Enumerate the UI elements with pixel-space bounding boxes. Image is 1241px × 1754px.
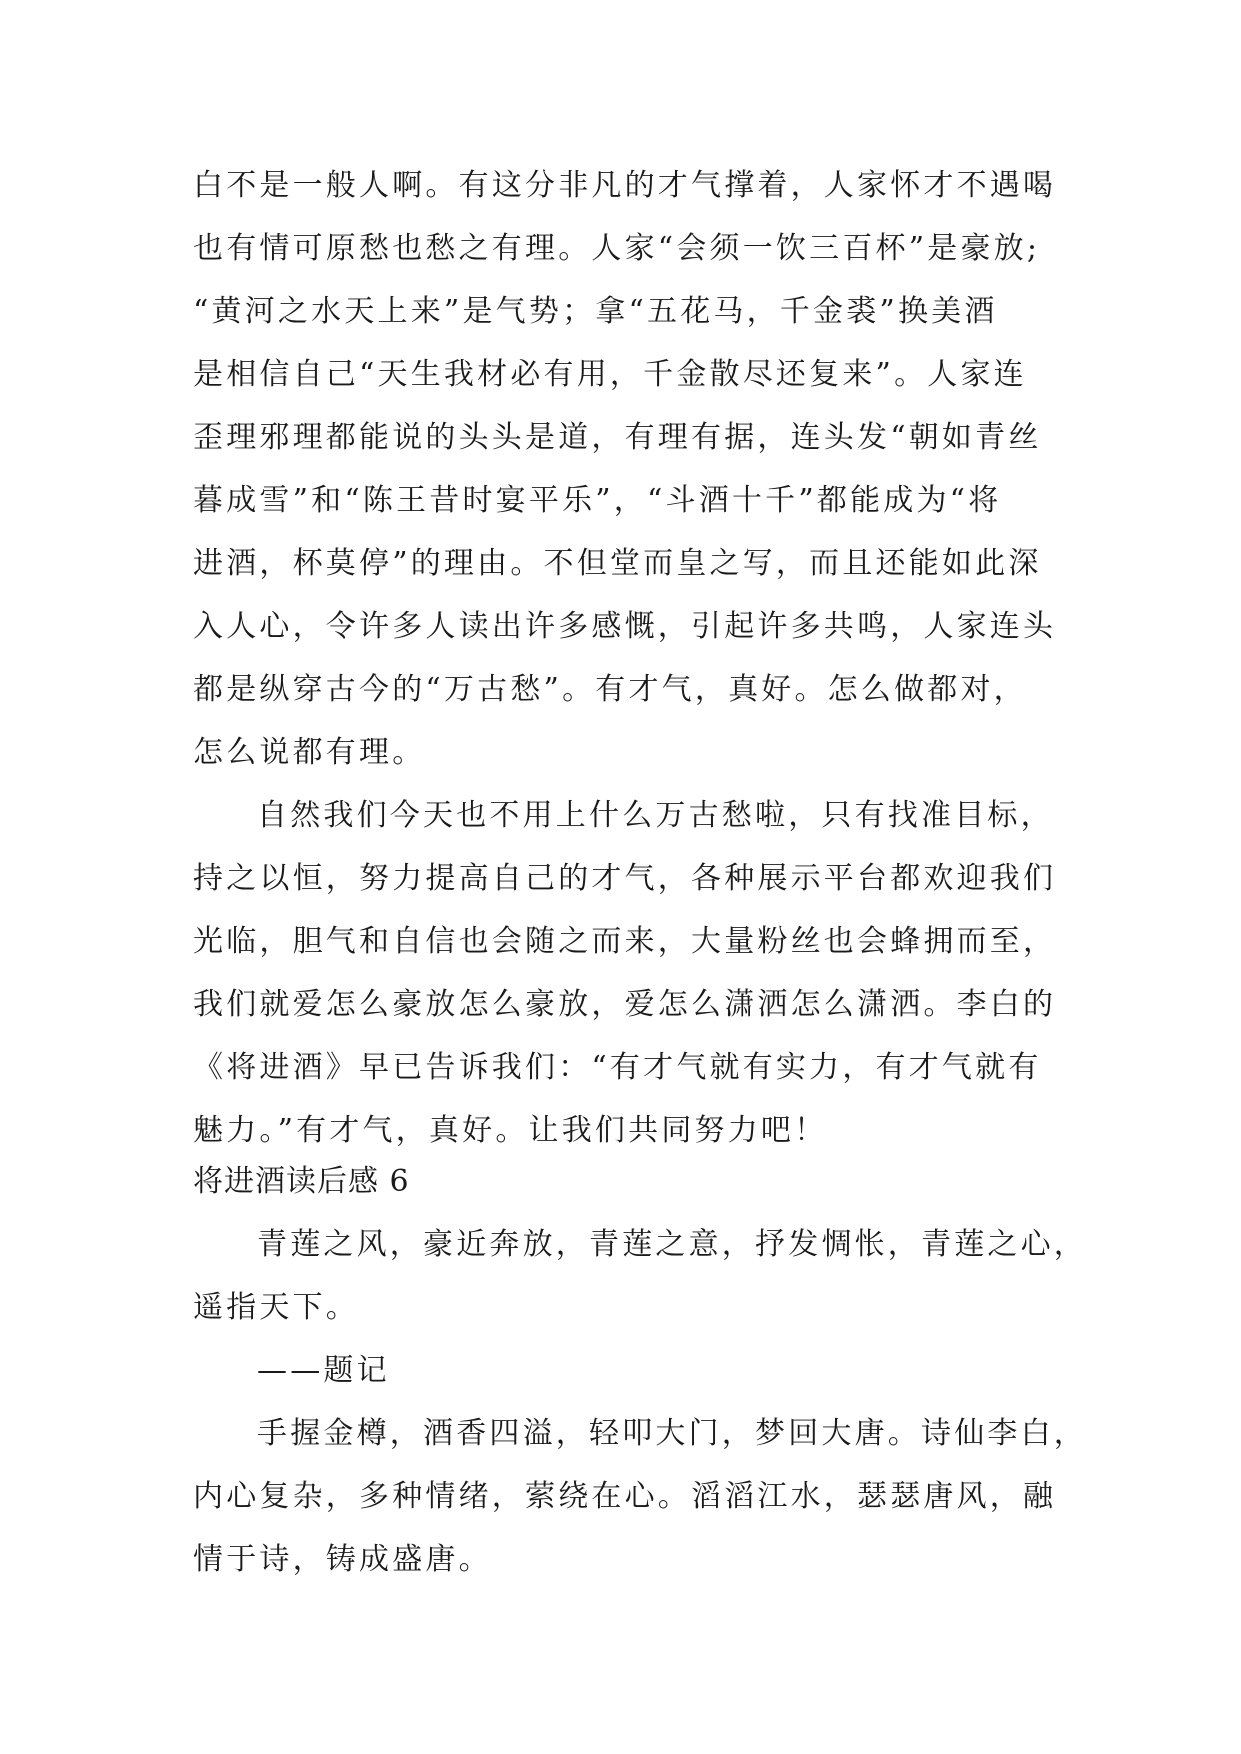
paragraph-line: 《将进酒》早已告诉我们：“有才气就有实力，有才气就有: [193, 1050, 1042, 1085]
paragraph-line: 入人心，令许多人读出许多感慨，引起许多共鸣，人家连头: [193, 609, 1057, 644]
paragraph-line: 怎么说都有理。: [193, 735, 426, 770]
paragraph-line: 魅力。”有才气，真好。让我们共同努力吧！: [193, 1113, 828, 1148]
paragraph-line: 持之以恒，努力提高自己的才气，各种展示平台都欢迎我们: [193, 861, 1057, 896]
paragraph-line: 光临，胆气和自信也会随之而来，大量粉丝也会蜂拥而至，: [193, 924, 1057, 959]
section-title: 将进酒读后感 6: [193, 1164, 410, 1199]
body-text-block-one: [193, 154, 1093, 1162]
paragraph-line: 我们就爱怎么豪放怎么豪放，爱怎么潇洒怎么潇洒。李白的: [193, 987, 1057, 1022]
paragraph-line: 白不是一般人啊。有这分非凡的才气撑着，人家怀才不遇喝: [193, 168, 1057, 203]
paragraph-line: 进酒，杯莫停”的理由。不但堂而皇之写，而且还能如此深: [193, 546, 1042, 581]
paragraph-first-line: 自然我们今天也不用上什么万古愁啦，只有找准目标，: [257, 798, 1054, 833]
paragraph-line: “黄河之水天上来”是气势；拿“五花马，千金裘”换美酒: [193, 294, 998, 329]
paragraph-line: 遥指天下。: [193, 1290, 359, 1325]
paragraph-line: 内心复杂，多种情绪，萦绕在心。滔滔江水，瑟瑟唐风，融: [193, 1479, 1057, 1514]
paragraph-line: 暮成雪”和“陈王昔时宴平乐”，“斗酒十千”都能成为“将: [193, 483, 1002, 518]
paragraph-first-line: 手握金樽，酒香四溢，轻叩大门，梦回大唐。诗仙李白，: [257, 1416, 1087, 1451]
paragraph-first-line: 青莲之风，豪近奔放，青莲之意，抒发惆怅，青莲之心，: [257, 1227, 1087, 1262]
paragraph-line: 情于诗，铸成盛唐。: [193, 1542, 492, 1577]
paragraph-line: 歪理邪理都能说的头头是道，有理有据，连头发“朝如青丝: [193, 420, 1042, 455]
epigraph-attribution: ——题记: [257, 1353, 390, 1388]
paragraph-line: 是相信自己“天生我材必有用，千金散尽还复来”。人家连: [193, 357, 1027, 392]
body-text-block-two: [193, 1213, 1093, 1591]
section-heading-block: [193, 1150, 1093, 1213]
paragraph-line: 都是纵穿古今的“万古愁”。有才气，真好。怎么做都对，: [193, 672, 1027, 707]
paragraph-line: 也有情可原愁也愁之有理。人家“会须一饮三百杯”是豪放;: [193, 231, 1041, 266]
